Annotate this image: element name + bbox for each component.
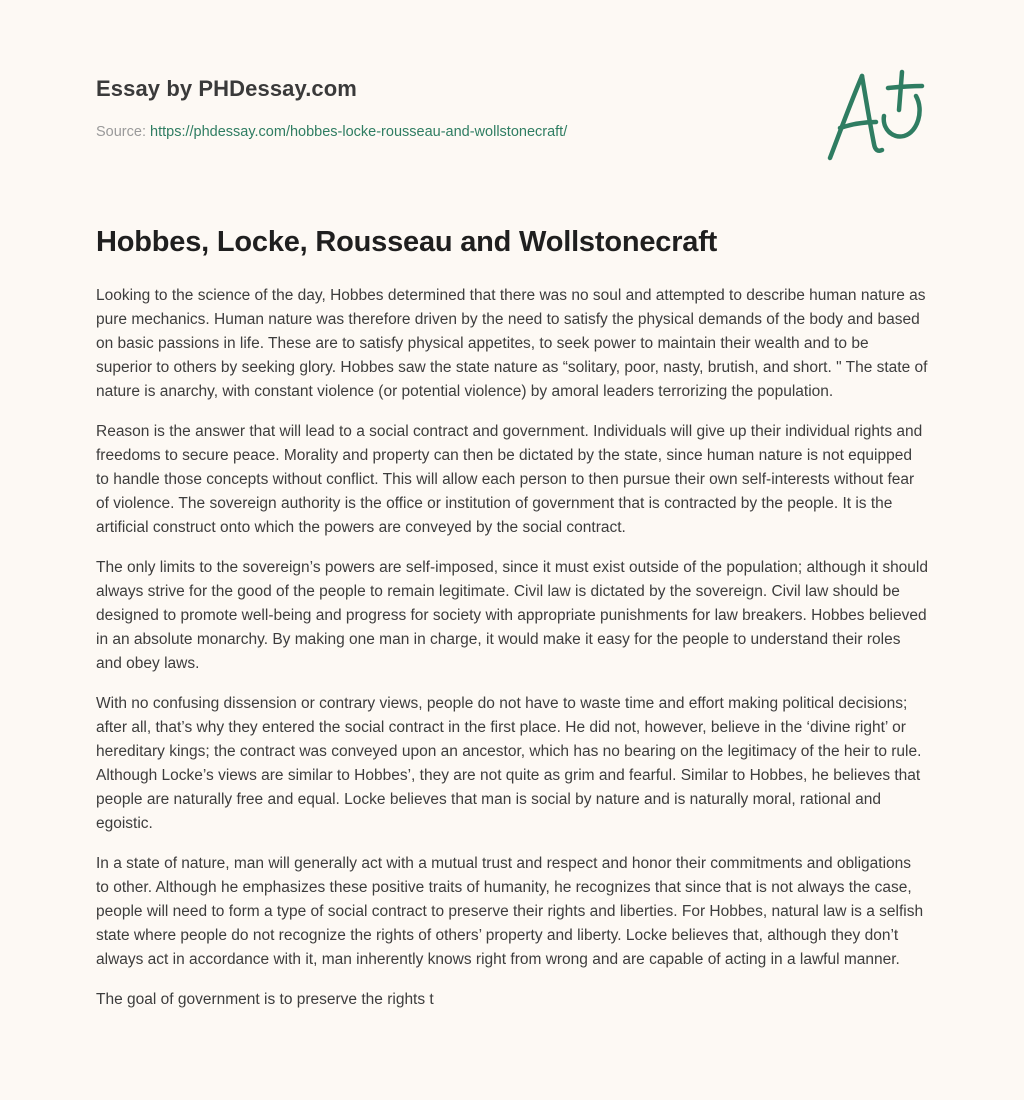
essay-paragraph: With no confusing dissension or contrary views, people do not have to waste time and effort making political decisions; after all, that’s why they entered the social contract in the first place. He did not, however, believe in the ‘divine right’ or hereditary kings; the contract was conveyed upon an ancestor, which has no bearing on the legitimacy of the heir to rule. Although Locke’s views are similar to Hobbes’, they are not quite as grim and fearful. Similar to Hobbes, he believes that people are naturally free and equal. Locke believes that man is social by nature and is naturally moral, rational and egoistic.	[96, 695, 922, 832]
essay-paragraph: In a state of nature, man will generally act with a mutual trust and respect and honor their commitments and obligations to other. Although he emphasizes these positive traits of humanity, he recognizes that since that is not always the case, people will need to form a type of social contract to preserve their rights and liberties. For Hobbes, natural law is a selfish state where people do not recognize the rights of others’ property and liberty. Locke believes that, although they don’t always act in accordance with it, man inherently knows right from wrong and are capable of acting in a lawful manner.	[96, 855, 924, 968]
essay-title: Hobbes, Locke, Rousseau and Wollstonecraft	[96, 226, 718, 258]
essay-paragraph: The only limits to the sovereign’s powers are self-imposed, since it must exist outside of the population; although it should always strive for the good of the people to remain legitimate. Civil law is dictated by the sovereign. Civil law should be designed to promote well-being and progress for society with appropriate punishments for law breakers. Hobbes believed in an absolute monarchy. By making one man in charge, it would make it easy for the people to understand their roles and obey laws.	[96, 559, 928, 672]
essay-paragraph: Looking to the science of the day, Hobbes determined that there was no soul and attempted to describe human nature as pure mechanics. Human nature was therefore driven by the need to satisfy the physical demands of the body and based on basic passions in life. These are to satisfy physical appetites, to seek power to maintain their wealth and to be superior to others by seeking glory. Hobbes saw the state nature as “solitary, poor, nasty, brutish, and short. " The state of nature is anarchy, with constant violence (or potential violence) by amoral leaders terrorizing the population.	[96, 287, 928, 400]
source-label: Source:	[96, 124, 146, 140]
essay-paragraph: Reason is the answer that will lead to a social contract and government. Individuals will give up their individual rights and freedoms to secure peace. Morality and property can then be dictated by the state, since human nature is not equipped to handle those concepts without conflict. This will allow each person to then pursue their own self-interests without fear of violence. The sovereign authority is the office or institution of government that is contracted by the people. It is the artificial construct onto which the powers are conveyed by the social contract.	[96, 423, 923, 536]
source-link[interactable]: https://phdessay.com/hobbes-locke-rousseau-and-wollstonecraft/	[150, 124, 568, 140]
essay-paragraph: The goal of government is to preserve the rights t	[96, 991, 434, 1008]
essay-body	[96, 284, 928, 1028]
a-plus-grade-icon	[818, 66, 930, 166]
site-title: Essay by PHDessay.com	[96, 76, 357, 101]
source-line	[96, 124, 567, 140]
